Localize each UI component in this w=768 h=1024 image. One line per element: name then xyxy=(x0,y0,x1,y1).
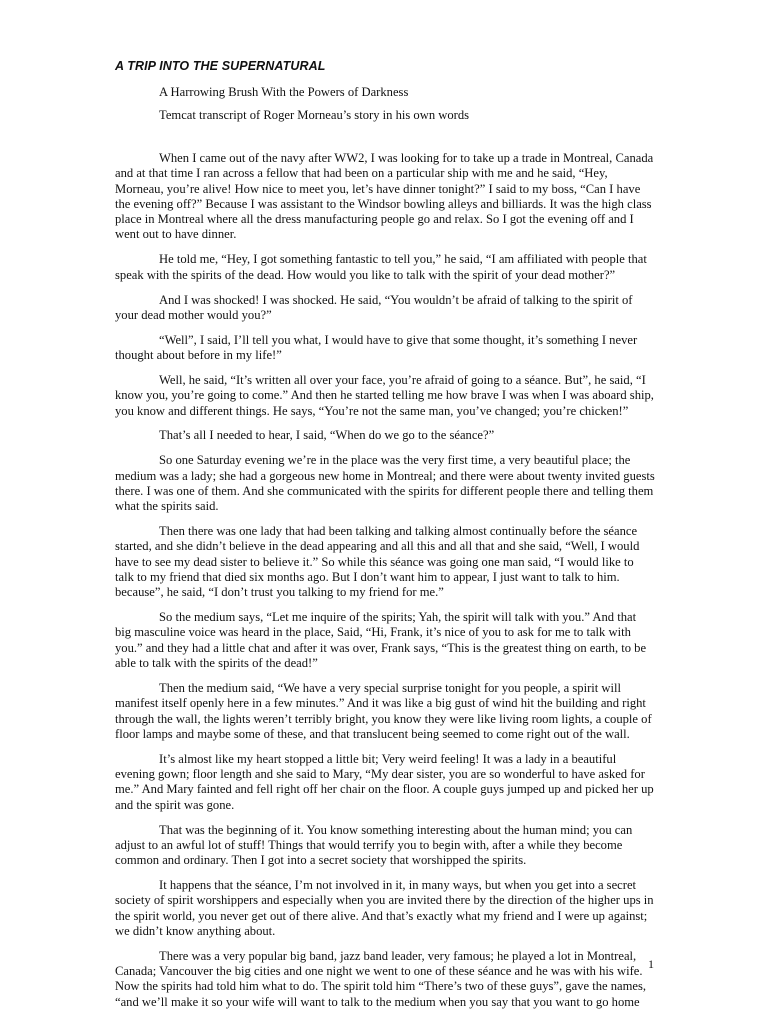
body-paragraph: Then the medium said, “We have a very special surprise tonight for you people, a spirit will manifest itself openly here in a few minutes.” And it was like a big gust of wind hit the building and right through the wall, the lights weren’t terribly bright, you know they were like living room lights, a couple of floor lamps and maybe some of these, and that translucent being seemed to come right out of the wall. xyxy=(115,680,652,741)
body-paragraph: So the medium says, “Let me inquire of the spirits; Yah, the spirit will talk with you.” And that big masculine voice was heard in the place, Said, “Hi, Frank, it’s nice of you to ask for me to talk with you.” and they had a little chat and after it was over, Frank says, “This is the greatest thing on earth, to be able to talk with the spirits of the dead!” xyxy=(115,610,647,671)
document-subtitle: A Harrowing Brush With the Powers of Darkness xyxy=(159,85,409,99)
document-byline: Temcat transcript of Roger Morneau’s story in his own words xyxy=(159,108,470,122)
body-paragraph: Then there was one lady that had been talking and talking almost continually before the séance started, and she didn’t believe in the dead appearing and all this and all that and she said, “Well, I would have to see my dead sister to believe it.” So while this séance was going one man said, “I would like to talk to my friend that died six months ago. But I don’t want him to appear, I just want to talk to him. because”, he said, “I don’t trust you talking to my friend for me.” xyxy=(115,524,640,600)
body-paragraph: “Well”, I said, I’ll tell you what, I would have to give that some thought, it’s something I never thought about before in my life!” xyxy=(115,332,638,363)
body-paragraph: And I was shocked! I was shocked. He said, “You wouldn’t be afraid of talking to the spirit of your dead mother would you?” xyxy=(115,292,633,322)
document-title: A TRIP INTO THE SUPERNATURAL xyxy=(115,59,326,73)
body-paragraph: It happens that the séance, I’m not involved in it, in many ways, but when you get into a secret society of spirit worshippers and especially when you are invited there by the direction of the higher ups in the spirit world, you never get out of there alive. And that’s exactly what my friend and I were up against; we didn’t know anything about. xyxy=(115,878,654,938)
body-paragraph: Well, he said, “It’s written all over your face, you’re afraid of going to a séance. But”, he said, “I know you, you’re going to come.” And then he started telling me how brave I was when I was aboard ship, you know and different things. He says, “You’re not the same man, you’ve changed; you’re chicken!” xyxy=(115,372,654,418)
body-paragraph: So one Saturday evening we’re in the place was the very first time, a very beautiful place; the medium was a lady; she had a gorgeous new home in Montreal; and there were about twenty invited guests there. I was one of them. And she communicated with the spirits for different people there and telling them what the spirits said. xyxy=(115,453,655,514)
body-paragraph: It’s almost like my heart stopped a little bit; Very weird feeling! It was a lady in a beautiful evening gown; floor length and she said to Mary, “My dear sister, you are so wonderful to have asked for me.” And Mary fainted and fell right off her chair on the floor. A couple guys jumped up and picked her up and the spirit was gone. xyxy=(115,751,654,812)
body-paragraph: When I came out of the navy after WW2, I was looking for to take up a trade in Montreal, Canada and at that time I ran across a fellow that had been on a particular ship with me and he said, “Hey, Morneau, you’re alive! How nice to meet you, let’s have dinner tonight?” I said to my boss, “Can I have the evening off?” Because I was assistant to the Windsor bowling alleys and billiards. It was the high class place in Montreal where all the dress manufacturing people go and relax. So I got the evening off and I went out to have dinner. xyxy=(115,151,654,242)
body-paragraph: He told me, “Hey, I got something fantastic to tell you,” he said, “I am affiliated with people that speak with the spirits of the dead. How would you like to talk with the spirit of your dead mother?” xyxy=(115,252,647,282)
document-body xyxy=(115,151,655,1020)
page-number: 1 xyxy=(648,957,654,971)
body-paragraph: That’s all I needed to hear, I said, “When do we go to the séance?” xyxy=(159,428,495,443)
body-paragraph: That was the beginning of it. You know something interesting about the human mind; you can adjust to an awful lot of stuff! Things that would terrify you to begin with, after a while they become common and ordinary. Then I got into a secret society that worshipped the spirits. xyxy=(115,822,633,868)
body-paragraph: There was a very popular big band, jazz band leader, very famous; he played a lot in Montreal, Canada; Vancouver the big cities and one night we went to one of these séance and he was with his wife. Now the spirits had told him what to do. The spirit told him “There’s two of these guys”, gave the names, “and we’ll make it so your wife will want to talk to the medium when you say that you want to go home xyxy=(115,948,647,1009)
